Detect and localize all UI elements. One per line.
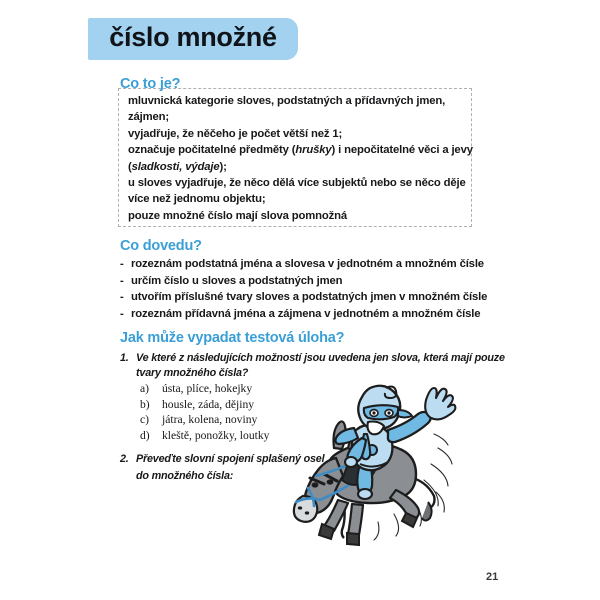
definition-line: mluvnická kategorie sloves, podstatných a přídavných jmen, <box>128 95 446 107</box>
skills-list <box>120 256 488 322</box>
option-text: ústa, plíce, hokejky <box>162 382 253 395</box>
bullet-dash: - <box>120 307 124 320</box>
illustration-rider-on-donkey <box>286 372 496 552</box>
section-heading-test-task: Jak může vypadat testová úloha? <box>120 330 345 346</box>
option-label: d) <box>140 428 150 442</box>
section-heading-definition: Co to je? <box>120 76 181 92</box>
question-text-line: Převeďte slovní spojení splašený osel <box>136 453 325 465</box>
option-text: housle, záda, dějiny <box>162 397 255 411</box>
definition-line: více než jednomu objektu; <box>128 193 266 206</box>
page-number: 21 <box>486 571 499 583</box>
list-item <box>120 306 480 323</box>
question-number: 1. <box>120 352 129 364</box>
skills-item-label: rozeznám přídavná jména a zájmena v jednotném a množném čísle <box>131 307 481 320</box>
page-title: číslo množné <box>109 22 277 52</box>
option-label: b) <box>140 397 150 411</box>
definition-line: u sloves vyjadřuje, že něco dělá více subjektů nebo se něco děje <box>128 177 466 190</box>
question-text-line: do množného čísla: <box>136 469 234 482</box>
question-text-line: tvary množného čísla? <box>136 367 249 380</box>
bullet-dash: - <box>120 291 124 304</box>
bullet-dash: - <box>120 274 124 287</box>
list-item <box>120 273 480 290</box>
definition-line: vyjadřuje, že něčeho je počet větší než 1; <box>128 127 343 140</box>
definition-lines <box>128 93 473 224</box>
list-item <box>120 289 488 306</box>
skills-item-label: určím číslo u sloves a podstatných jmen <box>131 274 343 287</box>
option-text: kleště, ponožky, loutky <box>162 428 270 442</box>
definition-line: pouze množné číslo mají slova pomnožná <box>128 209 348 222</box>
option-label: a) <box>140 382 150 395</box>
option-label: c) <box>140 413 150 427</box>
definition-line: označuje počitatelné předměty (hrušky) i nepočitatelné věci a jevy <box>128 144 473 157</box>
bullet-dash: - <box>120 258 124 270</box>
definition-line: (sladkosti, výdaje); <box>128 160 227 173</box>
skills-item-label: utvořím příslušné tvary sloves a podstatných jmen v množném čísle <box>131 291 488 304</box>
list-item <box>120 256 484 273</box>
definition-line: zájmen; <box>128 111 170 124</box>
question-number: 2. <box>120 453 129 465</box>
option-text: játra, kolena, noviny <box>162 413 258 427</box>
page-title-banner <box>88 18 298 60</box>
section-heading-skills: Co dovedu? <box>120 238 202 254</box>
question-text-line: Ve které z následujících možností jsou uvedena jen slova, která mají pouze <box>136 352 505 364</box>
skills-item-label: rozeznám podstatná jména a slovesa v jednotném a množném čísle <box>131 258 484 270</box>
